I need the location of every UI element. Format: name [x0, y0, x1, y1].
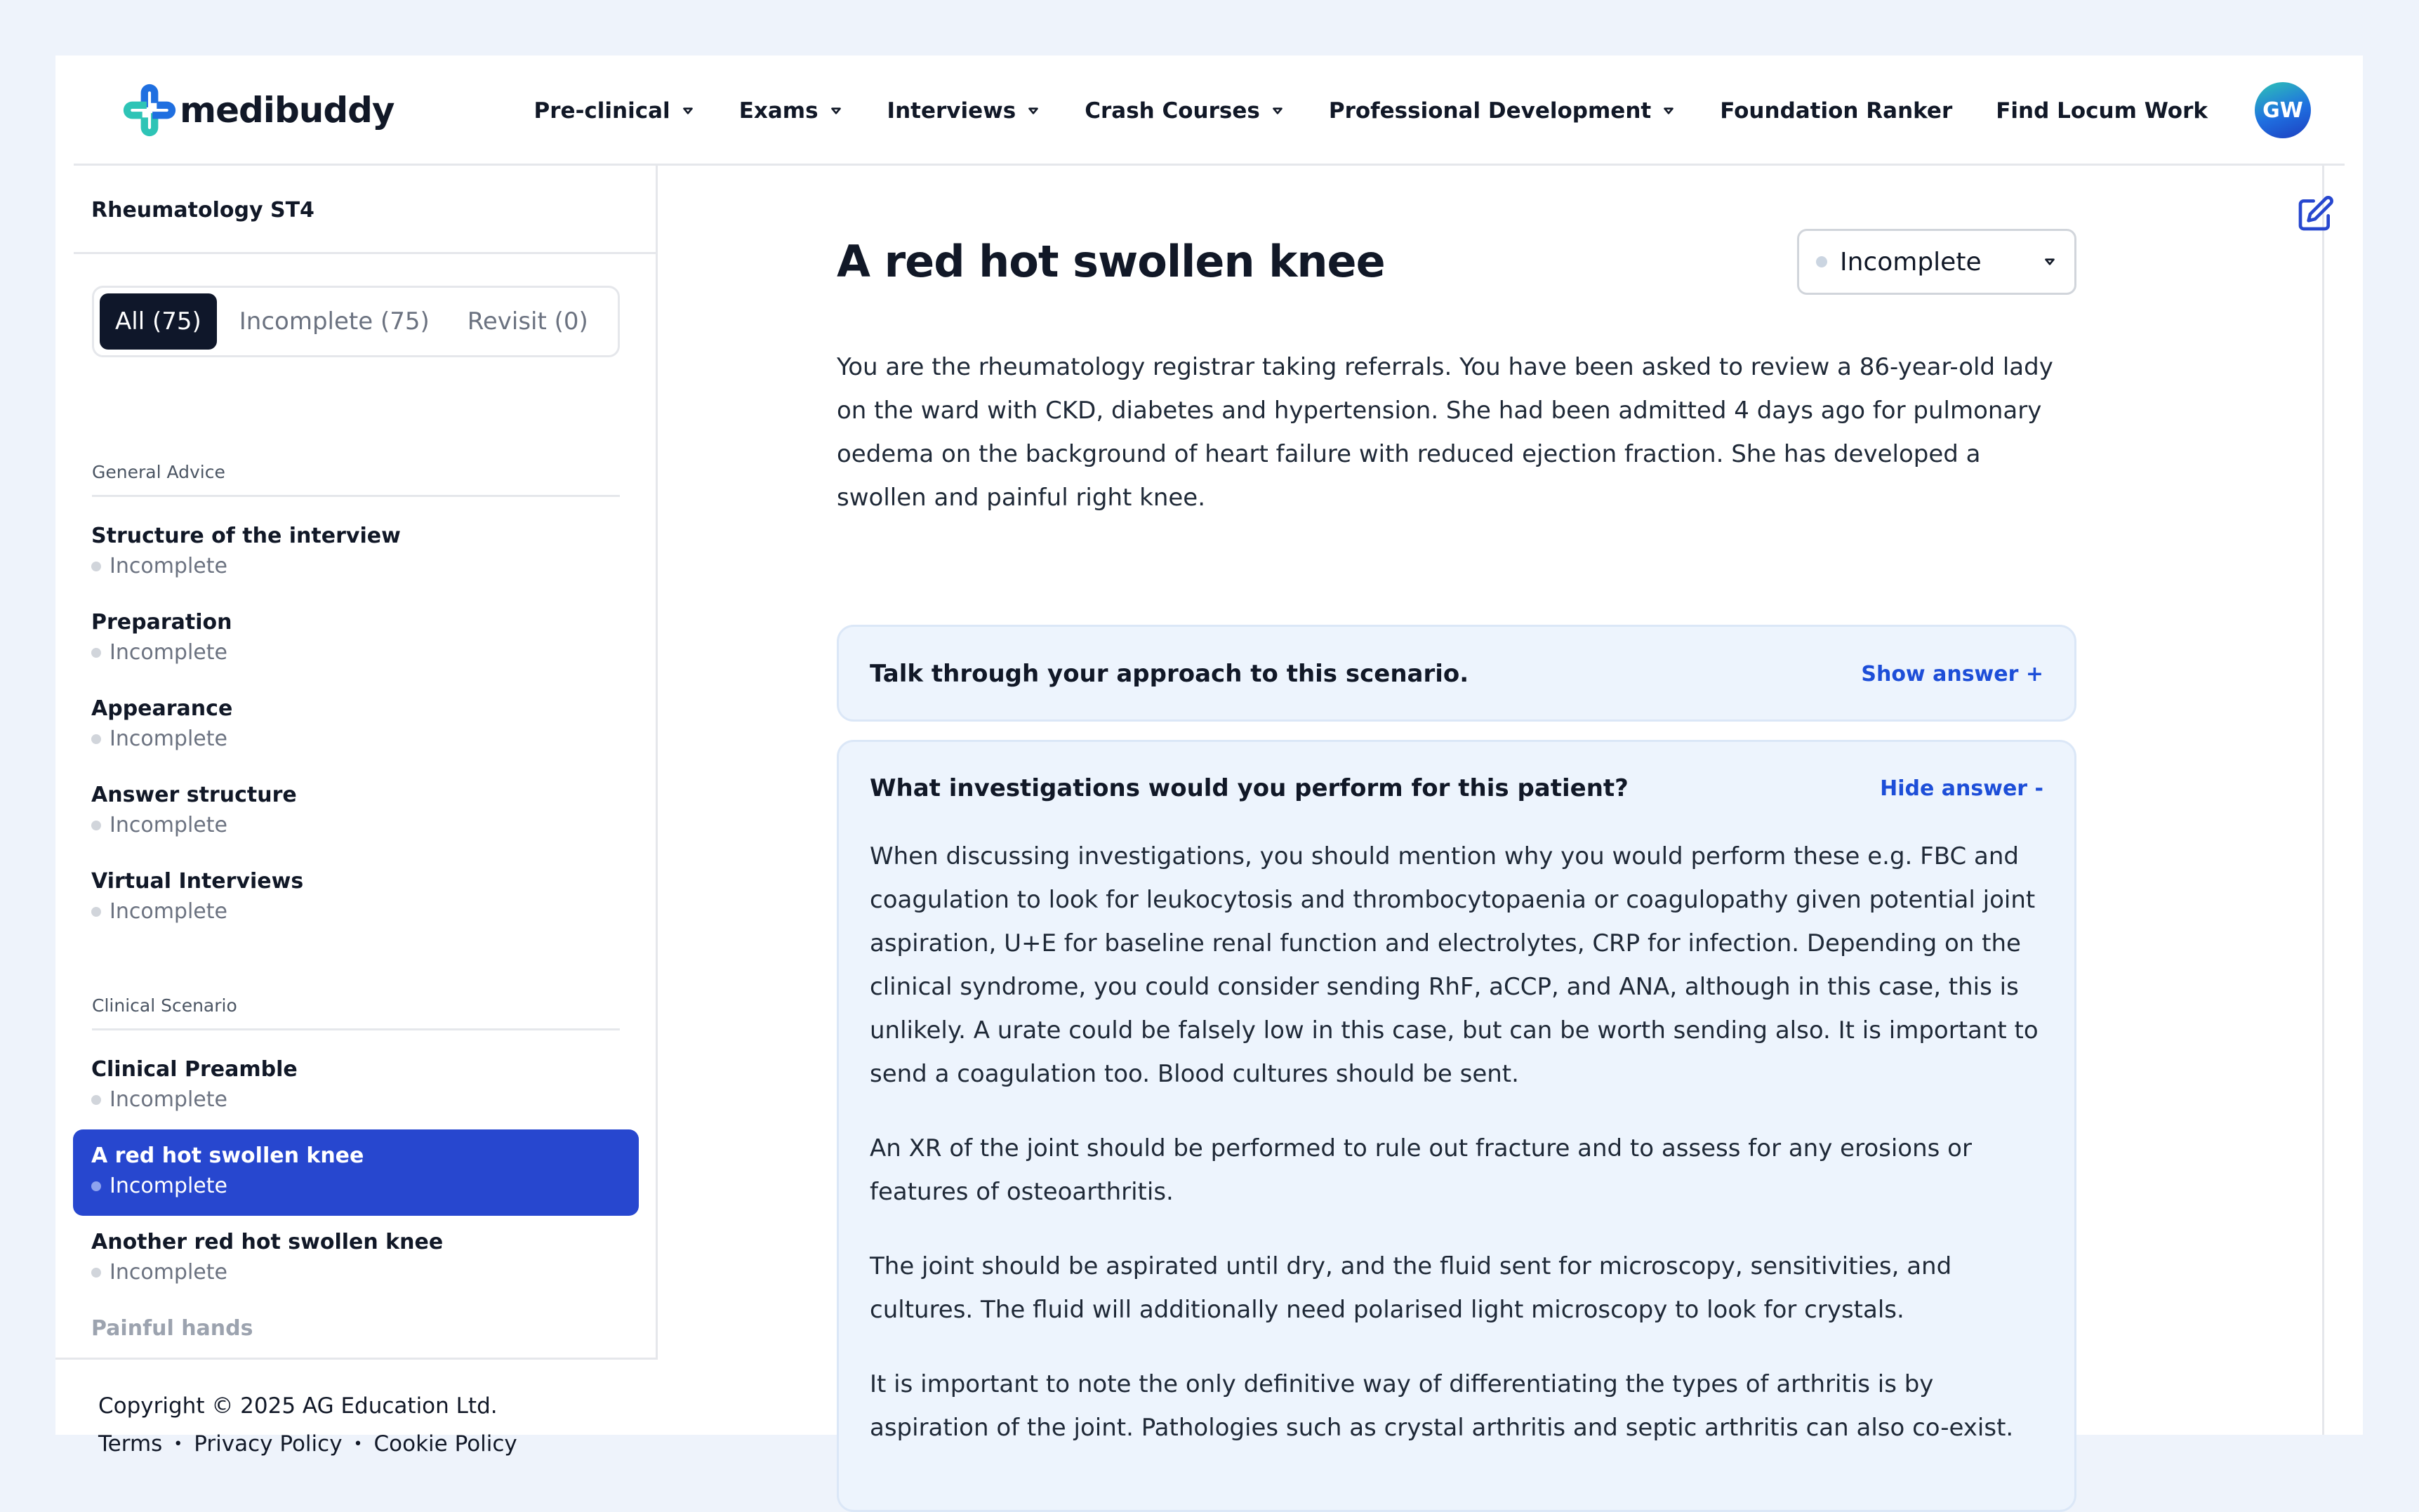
status-dot-icon	[91, 821, 101, 830]
status-value: Incomplete	[1840, 247, 1982, 277]
item-status-label: Incomplete	[110, 727, 227, 751]
answer-paragraph: An XR of the joint should be performed to rule out fracture and to assess for any erosions or features of osteoarthritis.	[870, 1134, 1972, 1206]
app-window	[55, 55, 2363, 1457]
status-dot-icon	[91, 907, 101, 917]
privacy-policy-link[interactable]: Privacy Policy	[194, 1431, 343, 1457]
item-status	[91, 1174, 639, 1198]
item-status-label: Incomplete	[110, 813, 227, 837]
list-item-appearance[interactable]	[73, 682, 639, 769]
nav-label: Interviews	[887, 98, 1016, 124]
nav-interviews[interactable]	[887, 98, 1042, 124]
brand-logo[interactable]	[126, 85, 395, 135]
medibuddy-logo-icon	[126, 87, 173, 133]
terms-link[interactable]: Terms	[98, 1431, 163, 1457]
item-status	[91, 1260, 639, 1285]
nav-exams[interactable]	[739, 98, 844, 124]
sidebar-footer	[55, 1358, 658, 1457]
list-item-answer-structure[interactable]	[73, 769, 639, 855]
edit-notes-icon[interactable]	[2295, 194, 2335, 234]
section-label-clinical-scenario: Clinical Scenario	[92, 995, 620, 1030]
question-card-expanded	[837, 740, 2076, 1512]
list-item-another-red-hot-swollen-knee[interactable]	[73, 1216, 639, 1302]
status-dot-icon	[91, 648, 101, 658]
status-dot-icon	[91, 1181, 101, 1191]
chevron-down-icon	[1661, 103, 1676, 119]
nav-label: Foundation Ranker	[1720, 98, 1953, 124]
footer-links	[98, 1431, 658, 1457]
status-dot-icon	[1816, 256, 1827, 267]
page-title: A red hot swollen knee	[837, 236, 1385, 287]
filter-all[interactable]: All (75)	[100, 293, 217, 350]
nav-professional-development[interactable]	[1329, 98, 1676, 124]
chevron-down-icon	[828, 103, 844, 119]
sidebar-title: Rheumatology ST4	[91, 197, 314, 223]
top-header	[74, 55, 2345, 166]
main-nav	[534, 55, 2208, 166]
answer-paragraph: The joint should be aspirated until dry, and the fluid sent for microscopy, sensitivities, and cultures. The fluid will additionally need polarised light microscopy to look for crystals.	[870, 1252, 1952, 1324]
question-card	[837, 625, 2076, 722]
hide-answer-button[interactable]: Hide answer -	[1880, 776, 2043, 801]
question-text: Talk through your approach to this scenario.	[870, 660, 1469, 688]
item-status-label: Incomplete	[110, 640, 227, 665]
chevron-down-icon	[1270, 103, 1285, 119]
nav-find-locum-work[interactable]	[1996, 98, 2208, 124]
item-title: Structure of the interview	[91, 524, 401, 548]
item-title: Answer structure	[91, 783, 297, 807]
list-item-preparation[interactable]	[73, 596, 639, 682]
avatar-initials: GW	[2262, 98, 2303, 123]
item-status	[91, 1087, 639, 1112]
item-status-label: Incomplete	[110, 1087, 227, 1112]
separator-dot: •	[353, 1435, 363, 1453]
filter-tabs	[92, 286, 620, 357]
nav-crash-courses[interactable]	[1085, 98, 1285, 124]
item-title: Preparation	[91, 610, 232, 635]
item-title: Painful hands	[91, 1316, 253, 1341]
item-status-label: Incomplete	[110, 1174, 227, 1198]
question-header	[839, 742, 2074, 835]
chevron-down-icon	[1026, 103, 1041, 119]
cookie-policy-link[interactable]: Cookie Policy	[373, 1431, 517, 1457]
item-title: Clinical Preamble	[91, 1057, 298, 1082]
nav-label: Find Locum Work	[1996, 98, 2208, 124]
status-dot-icon	[91, 1095, 101, 1105]
item-status	[91, 640, 639, 665]
status-dot-icon	[91, 1268, 101, 1278]
status-dropdown[interactable]	[1797, 229, 2076, 295]
main-content	[658, 166, 2324, 1442]
item-status-label: Incomplete	[110, 554, 227, 578]
scenario-intro: You are the rheumatology registrar taking referrals. You have been asked to review a 86-year-old lady on the ward with CKD, diabetes and hypertension. She had been admitted 4 days ago for pulmonary oedema on the background of heart failure with reduced ejection fraction. She has developed a swollen and painful right knee.	[837, 353, 2053, 512]
nav-label: Pre-clinical	[533, 98, 670, 124]
item-title: Another red hot swollen knee	[91, 1230, 444, 1254]
chevron-down-icon	[680, 103, 696, 119]
filter-revisit[interactable]: Revisit (0)	[467, 307, 588, 336]
list-item-clinical-preamble[interactable]	[73, 1043, 639, 1129]
item-title: Virtual Interviews	[91, 869, 304, 894]
question-text: What investigations would you perform for this patient?	[870, 774, 1629, 802]
item-title: Appearance	[91, 696, 233, 721]
list-item-virtual-interviews[interactable]	[73, 855, 639, 941]
separator-dot: •	[173, 1435, 183, 1453]
answer-paragraph: When discussing investigations, you should mention why you would perform these e.g. FBC and coagulation to look for leukocytosis and thrombocytopaenia or coagulopathy given potential joint aspiration, U+E for baseline renal function and electrolytes, CRP for infection. Depending on the clinical syndrome, you could consider sending RhF, aCCP, and ANA, although in this case, this is unlikely. A urate could be falsely low in this case, but can be worth sending also. It is important to send a coagulation too. Blood cultures should be sent.	[870, 842, 2039, 1088]
nav-label: Professional Development	[1328, 98, 1652, 124]
sidebar	[55, 166, 658, 1457]
nav-foundation-ranker[interactable]	[1720, 98, 1952, 124]
status-dot-icon	[91, 562, 101, 571]
list-item-a-red-hot-swollen-knee[interactable]	[73, 1129, 639, 1216]
section-label-general-advice: General Advice	[92, 462, 620, 497]
item-status	[91, 727, 639, 751]
nav-label: Crash Courses	[1085, 98, 1260, 124]
item-status	[91, 813, 639, 837]
item-title: A red hot swollen knee	[91, 1143, 364, 1168]
item-status	[91, 554, 639, 578]
status-dot-icon	[91, 734, 101, 744]
question-header	[839, 627, 2074, 721]
item-status	[91, 899, 639, 924]
filter-incomplete[interactable]: Incomplete (75)	[239, 307, 430, 336]
item-status-label: Incomplete	[110, 1260, 227, 1285]
nav-label: Exams	[738, 98, 819, 124]
nav-pre-clinical[interactable]	[534, 98, 696, 124]
show-answer-button[interactable]: Show answer +	[1861, 661, 2043, 687]
answer-paragraph: It is important to note the only definitive way of differentiating the types of arthritis is by aspiration of the joint. Pathologies such as crystal arthritis and septic arthritis can also co-exist.	[870, 1370, 2014, 1442]
brand-name: medibuddy	[180, 90, 395, 131]
item-status-label: Incomplete	[110, 899, 227, 924]
user-avatar[interactable]	[2255, 82, 2311, 138]
chevron-down-icon	[2042, 254, 2057, 270]
list-item-structure-of-the-interview[interactable]	[73, 510, 639, 596]
copyright-text: Copyright © 2025 AG Education Ltd.	[98, 1393, 498, 1419]
answer-body	[839, 835, 2074, 1450]
